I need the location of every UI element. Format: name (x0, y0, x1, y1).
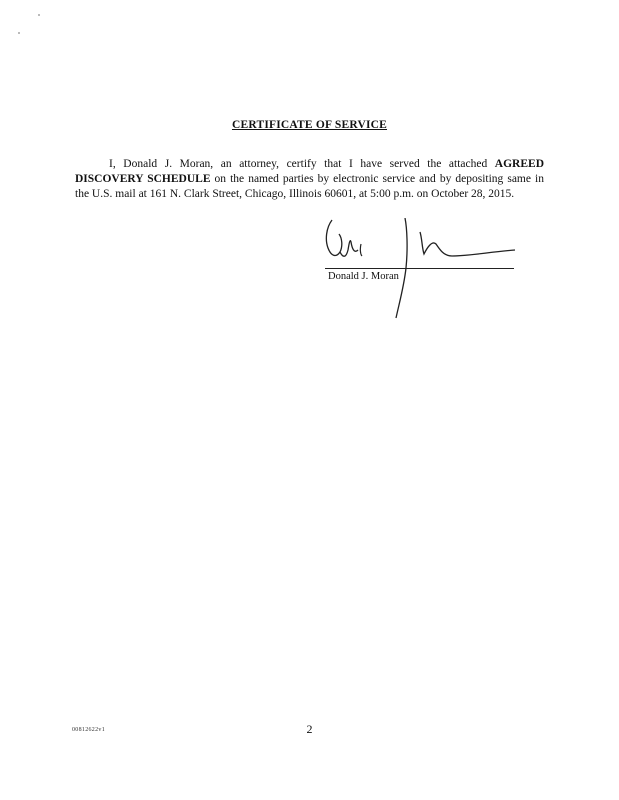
body-rest: on the named parties by electronic service and by depositing same in the U.S. mail at 161 N. Clark Street, Chicago, Illinois 60601, at 5:00 p.m. on October 28, 2015. (75, 173, 544, 200)
document-title: CERTIFICATE OF SERVICE (231, 119, 388, 131)
signature-line (325, 268, 514, 269)
signature-name: Donald J. Moran (328, 271, 399, 282)
document-id: 00812622v1 (72, 727, 105, 733)
page-number: 2 (306, 722, 313, 736)
scan-speck (38, 14, 40, 16)
certificate-body (75, 157, 544, 202)
body-bold-phrase: AGREED DISCOVERY SCHEDULE (75, 158, 544, 185)
scan-speck (18, 32, 20, 34)
body-intro: I, Donald J. Moran, an attorney, certify that I have served the attached (109, 158, 495, 170)
